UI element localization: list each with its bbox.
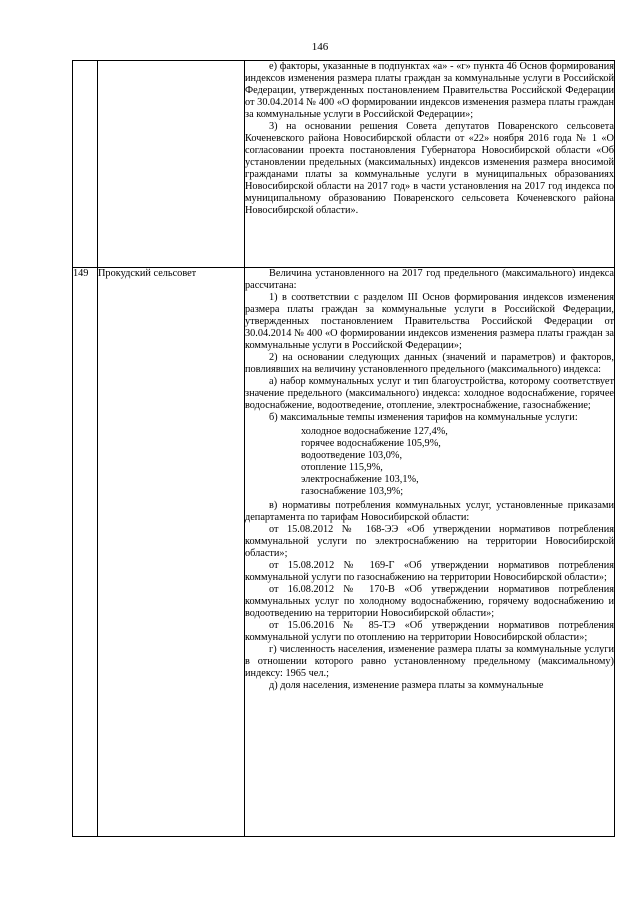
paragraph: е) факторы, указанные в подпунктах «а» - «г» пункта 46 Основ формирования индексов изменения размера платы граждан за коммунальные услуги в Российской Федерации, утвержденных постановлением Правительства Российской Федерации от 30.04.2014 № 400 «О формировании индексов изменения размера платы граждан за коммунальные услуги в Российской Федерации»; bbox=[245, 61, 614, 120]
paragraph: в) нормативы потребления коммунальных услуг, установленные приказами департамента по тарифам Новосибирской области: bbox=[245, 500, 614, 523]
row-number-cell: 149 bbox=[73, 268, 98, 837]
municipality-name-cell: Прокудский сельсовет bbox=[98, 268, 245, 837]
row-number-cell bbox=[73, 61, 98, 268]
index-table bbox=[72, 60, 615, 837]
paragraph: 2) на основании следующих данных (значений и параметров) и факторов, повлиявших на величину установленного предельного (максимального) индекса: bbox=[245, 352, 614, 375]
paragraph: 1) в соответствии с разделом III Основ формирования индексов изменения размера платы граждан за коммунальные услуги в Российской Федерации, утвержденных постановлением Правительства Российской Федерации от 30.04.2014 № 400 «О формировании индексов изменения размера платы граждан за коммунальные услуги в Российской Федерации»; bbox=[245, 292, 614, 351]
tariff-item: отопление 115,9%, bbox=[301, 462, 383, 473]
calculation-text-cell bbox=[245, 268, 615, 837]
tariff-item: холодное водоснабжение 127,4%, bbox=[301, 426, 448, 437]
tariff-item: электроснабжение 103,1%, bbox=[301, 474, 419, 485]
paragraph: 3) на основании решения Совета депутатов Поваренского сельсовета Коченевского района Новосибирской области от «22» ноября 2016 года № 1 «О согласовании проекта постановления Губернатора Новосибирской области «Об установлении предельных (максимальных) индексов изменения размера вносимой гражданами платы за коммунальные услуги в муниципальных образованиях Новосибирской области на 2017 год» в части установления на 2017 год индекса по муниципальному образованию Поваренского сельсовета Коченевского района Новосибирской области». bbox=[245, 121, 614, 216]
page-number: 146 bbox=[311, 41, 329, 53]
table-row bbox=[73, 268, 615, 837]
table-row bbox=[73, 61, 615, 268]
paragraph: Величина установленного на 2017 год предельного (максимального) индекса рассчитана: bbox=[245, 268, 614, 291]
municipality-name-cell bbox=[98, 61, 245, 268]
paragraph: д) доля населения, изменение размера платы за коммунальные bbox=[269, 680, 544, 691]
paragraph: от 15.06.2016 № 85-ТЭ «Об утверждении нормативов потребления коммунальной услуги по отоплению на территории Новосибирской области»; bbox=[245, 620, 614, 643]
paragraph: от 16.08.2012 № 170-В «Об утверждении нормативов потребления коммунальных услуг по холодному водоснабжению, горячему водоснабжению и водоотведению на территории Новосибирской области»; bbox=[245, 584, 614, 619]
paragraph: б) максимальные темпы изменения тарифов на коммунальные услуги: bbox=[269, 412, 578, 423]
paragraph: г) численность населения, изменение размера платы за коммунальные услуги в отношении которого равно установленному предельному (максимальному) индексу: 1965 чел.; bbox=[245, 644, 614, 679]
paragraph: от 15.08.2012 № 169-Г «Об утверждении нормативов потребления коммунальной услуги по газоснабжению на территории Новосибирской области»; bbox=[245, 560, 614, 583]
paragraph: от 15.08.2012 № 168-ЭЭ «Об утверждении нормативов потребления коммунальной услуги по электроснабжению на территории Новосибирской области»; bbox=[245, 524, 614, 559]
tariff-item: горячее водоснабжение 105,9%, bbox=[301, 438, 441, 449]
tariff-item: газоснабжение 103,9%; bbox=[301, 486, 404, 497]
tariff-item: водоотведение 103,0%, bbox=[301, 450, 403, 461]
paragraph: а) набор коммунальных услуг и тип благоустройства, которому соответствует значение предельного (максимального) индекса: холодное водоснабжение, горячее водоснабжение, водоотведение, отопление, электроснабжение, газоснабжение; bbox=[245, 376, 614, 411]
calculation-text-cell bbox=[245, 61, 615, 268]
